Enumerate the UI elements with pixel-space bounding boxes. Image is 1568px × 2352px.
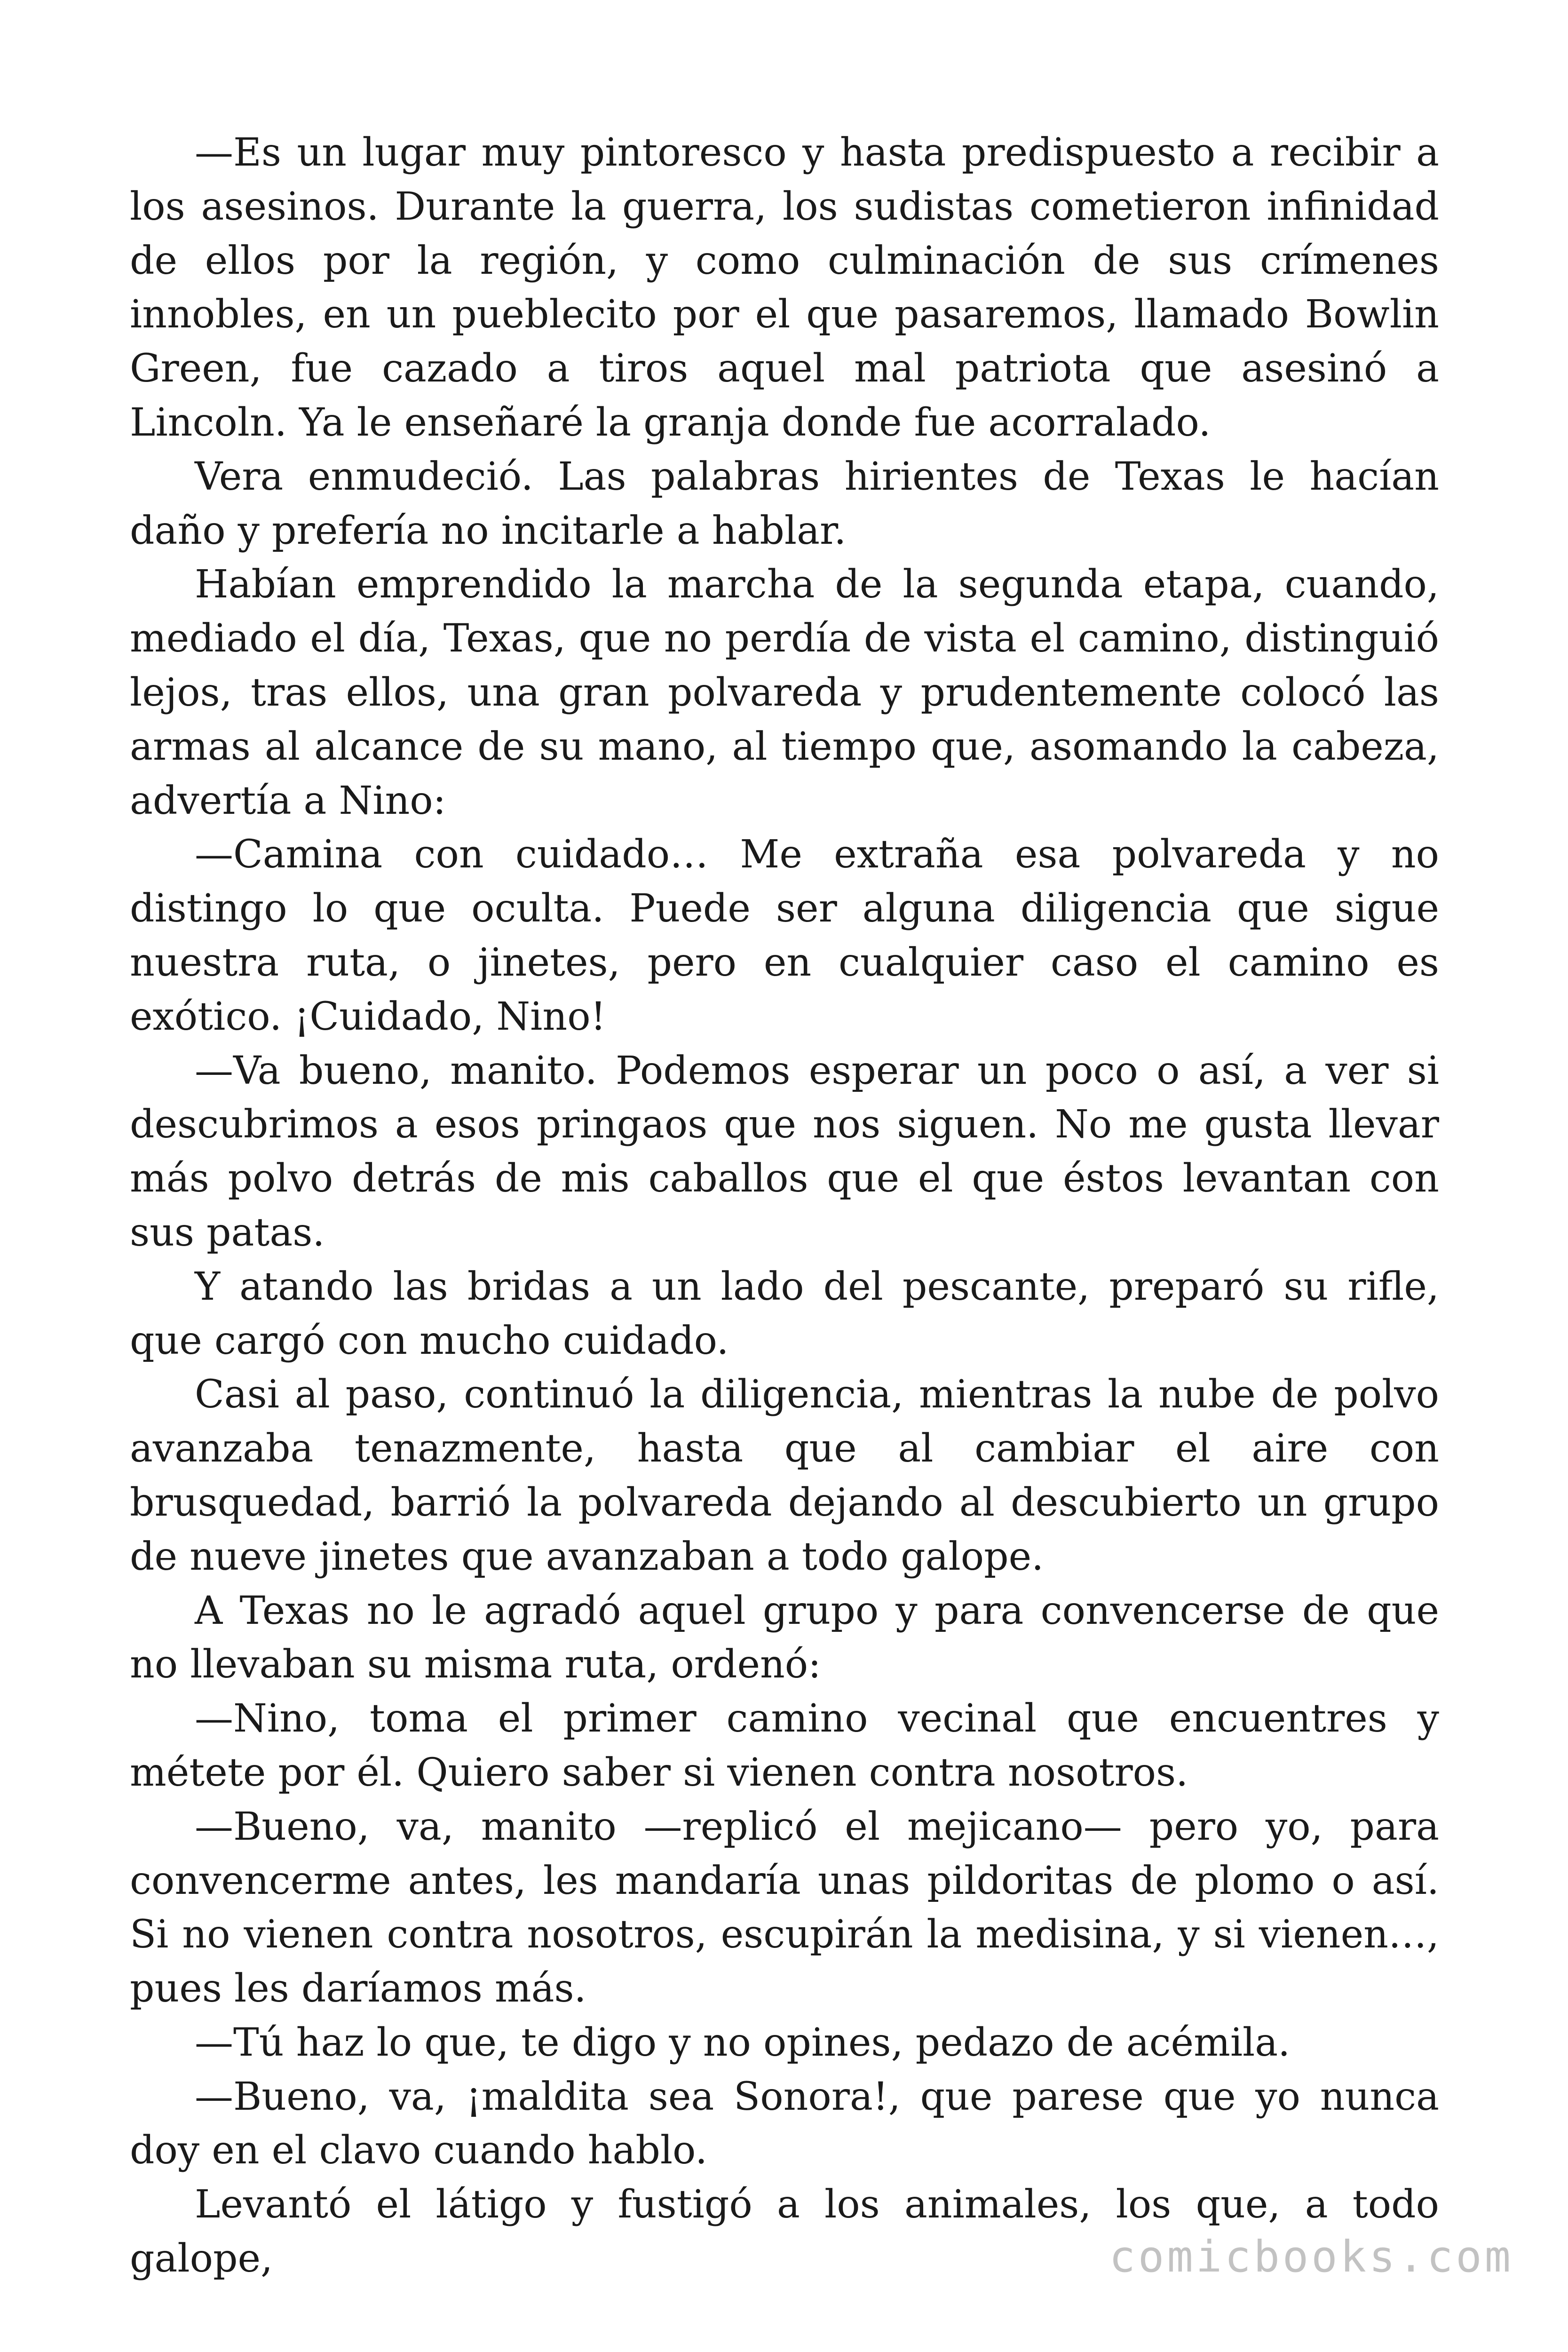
paragraph-8: A Texas no le agradó aquel grupo y para convencerse de que no llevaban su misma ruta, ordenó:: [130, 1588, 1439, 1687]
watermark: comicbooks.com: [1109, 2232, 1513, 2282]
page-body-text: [130, 126, 1439, 2286]
paragraph-6: Y atando las bridas a un lado del pescante, preparó su rifle, que cargó con mucho cuidado.: [130, 1264, 1439, 1363]
paragraph-3: Habían emprendido la marcha de la segunda etapa, cuando, mediado el día, Texas, que no perdía de vista el camino, distinguió lejos, tras ellos, una gran polvareda y prudentemente colocó las armas al alcance de su mano, al tiempo que, asomando la cabeza, advertía a Nino:: [130, 562, 1439, 823]
paragraph-7: Casi al paso, continuó la diligencia, mientras la nube de polvo avanzaba tenazmente, hasta que al cambiar el aire con brusquedad, barrió la polvareda dejando al descubierto un grupo de nueve jinetes que avanzaban a todo galope.: [130, 1372, 1439, 1579]
paragraph-12: —Bueno, va, ¡maldita sea Sonora!, que parese que yo nunca doy en el clavo cuando hablo.: [130, 2074, 1439, 2173]
paragraph-10: —Bueno, va, manito —replicó el mejicano— pero yo, para convencerme antes, les mandaría unas pildoritas de plomo o así. Si no vienen contra nosotros, escupirán la medisina, y si vienen…, pues les daríamos más.: [130, 1804, 1439, 2011]
paragraph-13: Levantó el látigo y fustigó a los animales, los que, a todo galope,: [130, 2182, 1439, 2281]
paragraph-4: —Camina con cuidado… Me extraña esa polvareda y no distingo lo que oculta. Puede ser alguna diligencia que sigue nuestra ruta, o jinetes, pero en cualquier caso el camino es exótico. ¡Cuidado, Nino!: [130, 832, 1439, 1039]
paragraph-1: —Es un lugar muy pintoresco y hasta predispuesto a recibir a los asesinos. Durante la guerra, los sudistas cometieron infinidad de ellos por la región, y como culminación de sus crímenes innobles, en un pueblecito por el que pasaremos, llamado Bowlin Green, fue cazado a tiros aquel mal patriota que asesinó a Lincoln. Ya le enseñaré la granja donde fue acorralado.: [130, 130, 1439, 445]
paragraph-11: —Tú haz lo que, te digo y no opines, pedazo de acémila.: [195, 2020, 1291, 2065]
paragraph-5: —Va bueno, manito. Podemos esperar un poco o así, a ver si descubrimos a esos pringaos que nos siguen. No me gusta llevar más polvo detrás de mis caballos que el que éstos levantan con sus patas.: [130, 1048, 1439, 1255]
paragraph-9: —Nino, toma el primer camino vecinal que encuentres y métete por él. Quiero saber si vienen contra nosotros.: [130, 1696, 1439, 1795]
paragraph-2: Vera enmudeció. Las palabras hirientes de Texas le hacían daño y prefería no incitarle a hablar.: [130, 454, 1439, 553]
